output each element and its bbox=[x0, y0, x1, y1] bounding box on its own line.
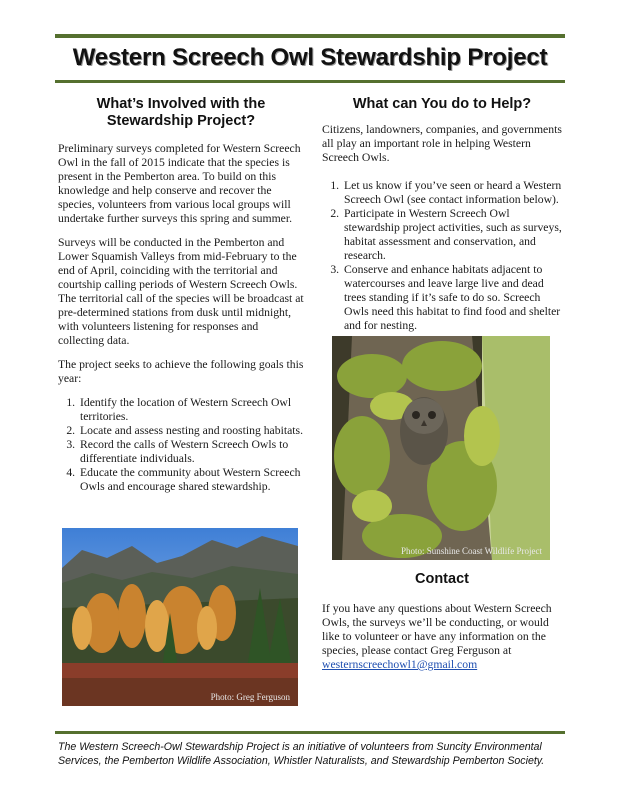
goal-item: 4. Educate the community about Western Screech Owls and encourage shared stewardship. bbox=[78, 466, 304, 494]
paragraph-survey-schedule: Surveys will be conducted in the Pemberton and Lower Squamish Valleys from mid-February to the end of April, coinciding with the territorial and courtship calling periods of Western Screech Owls. The territorial call of the species will be broadcast at pre-determined stations from dusk until midnight, with volunteers listening for responses and collecting data. bbox=[58, 236, 304, 347]
goals-list bbox=[58, 396, 304, 494]
footer-rule bbox=[55, 731, 565, 734]
goal-item: 2. Locate and assess nesting and roosting habitats. bbox=[78, 424, 304, 438]
owl-photo bbox=[332, 336, 550, 560]
paragraph-surveys-2015: Preliminary surveys completed for Western Screech Owl in the fall of 2015 indicate that the species is present in the Pemberton area. To build on this knowledge and help conserve and recover the species, volunteers from various local groups will undertake further surveys this spring and summer. bbox=[58, 142, 301, 225]
valley-photo bbox=[62, 528, 298, 706]
goal-item: 3. Record the calls of Western Screech Owls to differentiate individuals. bbox=[78, 438, 304, 466]
owl-in-tree-image bbox=[332, 336, 550, 560]
contact-body: If you have any questions about Western Screech Owls, the surveys we’ll be conducting, or would like to volunteer or have any information on the species, please contact Greg Ferguson at bbox=[322, 602, 552, 657]
contact-email-link[interactable]: westernscreechowl1@gmail.com bbox=[322, 658, 478, 671]
paragraph-goals-intro: The project seeks to achieve the following goals this year: bbox=[58, 358, 304, 385]
valley-landscape-image bbox=[62, 528, 298, 706]
action-item: 3. Conserve and enhance habitats adjacent to watercourses and leave large live and dead trees standing if it’s safe to do so. Screech Owls need this habitat to find food and shelter and for nesting. bbox=[342, 263, 562, 333]
action-item: 1. Let us know if you’ve seen or heard a Western Screech Owl (see contact information below). bbox=[342, 179, 562, 207]
left-column bbox=[58, 96, 304, 504]
contact-text bbox=[322, 602, 562, 672]
title-underline bbox=[55, 80, 565, 83]
involved-heading: What’s Involved with the Stewardship Project? bbox=[96, 96, 266, 129]
owl-photo-credit: Photo: Sunshine Coast Wildlife Project bbox=[401, 546, 542, 556]
help-intro: Citizens, landowners, companies, and governments all play an important role in helping Western Screech Owls. bbox=[322, 123, 562, 164]
action-item: 2. Participate in Western Screech Owl stewardship project activities, such as surveys, habitat assessment and conservation, and research. bbox=[342, 207, 562, 263]
contact-section bbox=[322, 571, 562, 672]
valley-photo-credit: Photo: Greg Ferguson bbox=[210, 692, 290, 702]
top-rule bbox=[55, 34, 565, 38]
page-title: Western Screech Owl Stewardship Project bbox=[72, 44, 548, 71]
goal-item: 1. Identify the location of Western Screech Owl territories. bbox=[78, 396, 304, 424]
contact-heading: Contact bbox=[415, 571, 469, 587]
help-actions-list bbox=[322, 179, 562, 333]
footer-note: The Western Screech-Owl Stewardship Project is an initiative of volunteers from Suncity Environmental Services, the Pemberton Wildlife Association, Whistler Naturalists, and Stewardship Pemberton Society. bbox=[58, 741, 545, 767]
help-heading: What can You do to Help? bbox=[352, 96, 532, 112]
right-column bbox=[322, 96, 562, 343]
